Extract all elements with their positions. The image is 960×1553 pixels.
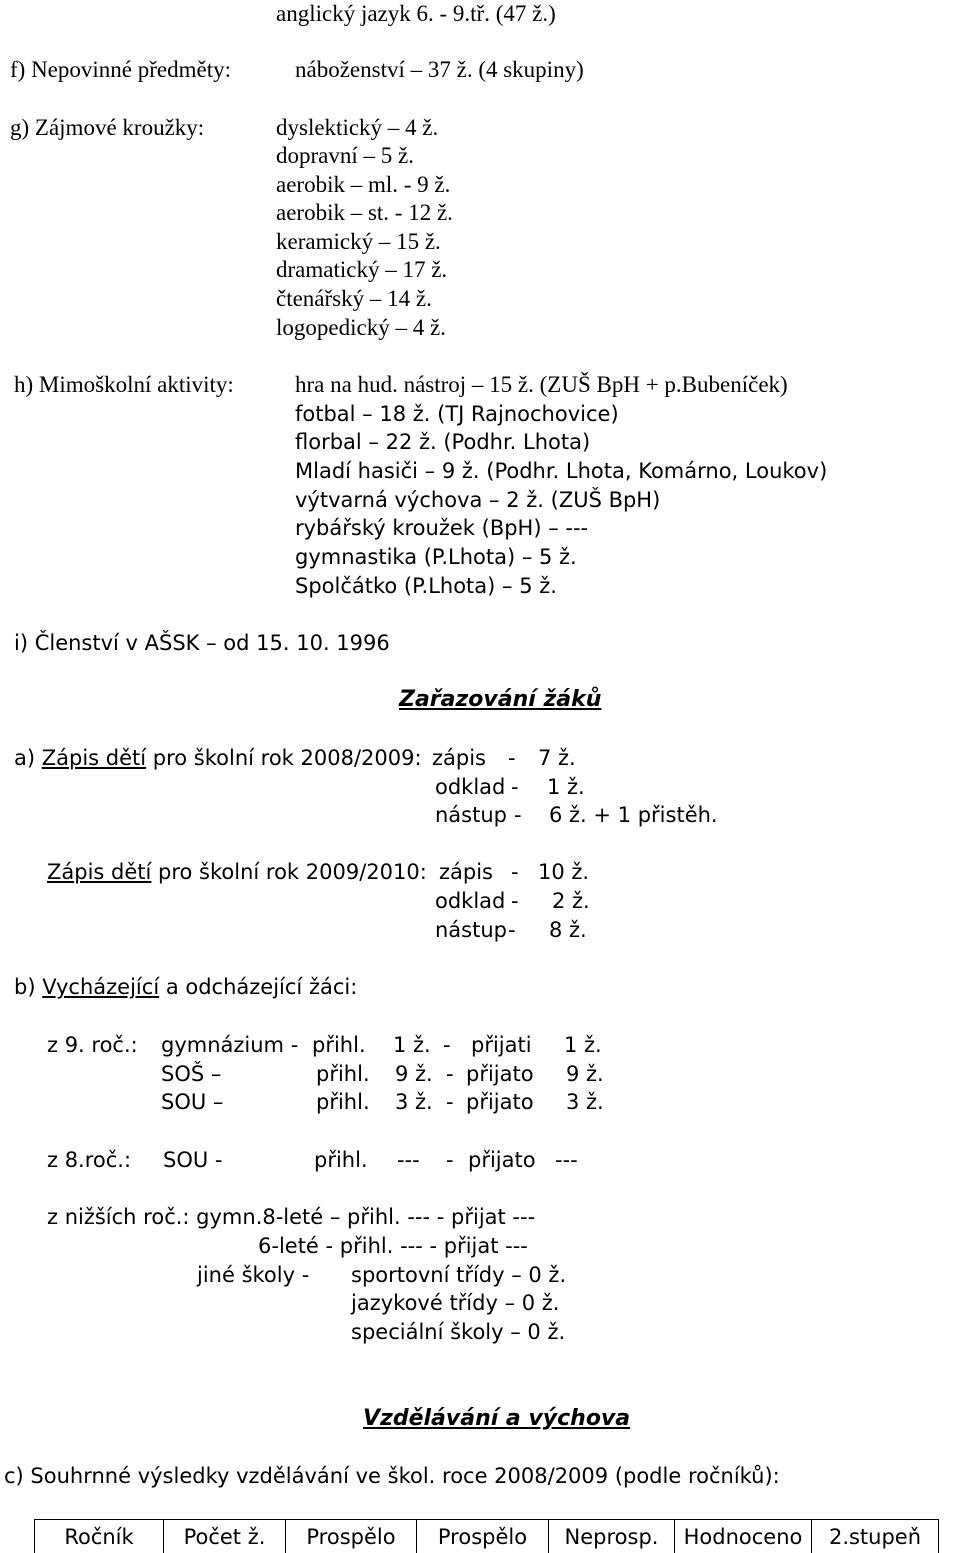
enrollment-value: 10 ž.: [538, 858, 589, 886]
leaving-rest: a odcházející žáci:: [159, 975, 357, 999]
accepted-label: přijato: [466, 1088, 534, 1116]
lower-line: jazykové třídy – 0 ž.: [351, 1289, 559, 1317]
dash: -: [443, 1031, 451, 1059]
column-header: Prospělo: [417, 1520, 549, 1553]
list-item: logopedický – 4 ž.: [276, 314, 446, 342]
enrollment-sep: -: [511, 887, 519, 915]
applied-count: 9 ž.: [395, 1060, 433, 1088]
school-type: SOU -: [163, 1146, 222, 1174]
enrollment-value: 7 ž.: [538, 744, 576, 772]
school-type: gymnázium -: [161, 1031, 298, 1059]
school-type: SOU –: [161, 1088, 223, 1116]
lower-line: speciální školy – 0 ž.: [351, 1318, 565, 1346]
membership-line: i) Členství v AŠSK – od 15. 10. 1996: [14, 629, 390, 657]
applied-label: přihl.: [314, 1146, 368, 1174]
applied-count: 3 ž.: [395, 1088, 433, 1116]
list-item: výtvarná výchova – 2 ž. (ZUŠ BpH): [295, 486, 660, 514]
dash: -: [446, 1146, 454, 1174]
column-header: Ročník: [35, 1520, 164, 1553]
enrollment-label: odklad: [435, 773, 505, 801]
school-type: SOŠ –: [161, 1060, 221, 1088]
enrollment-sep: -: [514, 801, 522, 829]
grade8-label: z 8.roč.:: [47, 1146, 131, 1174]
results-table: [34, 1519, 939, 1553]
list-item: rybářský kroužek (BpH) – ---: [295, 514, 588, 542]
column-header: 2.stupeň: [812, 1520, 939, 1553]
enrollment-label: zápis: [439, 858, 493, 886]
table-header-row: [35, 1520, 939, 1553]
list-item: Mladí hasiči – 9 ž. (Podhr. Lhota, Komárno, Loukov): [295, 457, 827, 485]
enrollment-sep: -: [508, 916, 516, 944]
list-item: gymnastika (P.Lhota) – 5 ž.: [295, 543, 577, 571]
accepted-count: 1 ž.: [564, 1031, 602, 1059]
extra-activities-label: h) Mimoškolní aktivity:: [14, 371, 234, 399]
summary-line: c) Souhrnné výsledky vzdělávání ve škol. roce 2008/2009 (podle ročníků):: [4, 1462, 780, 1490]
accepted-label: přijati: [471, 1031, 532, 1059]
english-line: anglický jazyk 6. - 9.tř. (47 ž.): [276, 0, 556, 28]
leaving-heading: [14, 973, 357, 1001]
column-header: Počet ž.: [164, 1520, 286, 1553]
applied-count: ---: [397, 1146, 420, 1174]
enrollment-b-link: Zápis dětí: [47, 860, 151, 884]
enrollment-label: nástup: [435, 801, 507, 829]
enrollment-b-rest: pro školní rok 2009/2010:: [151, 860, 426, 884]
accepted-label: přijato: [468, 1146, 536, 1174]
list-item: fotbal – 18 ž. (TJ Rajnochovice): [295, 400, 619, 428]
accepted-count: ---: [555, 1146, 578, 1174]
dash: -: [446, 1088, 454, 1116]
enrollment-sep: -: [511, 858, 519, 886]
enrollment-value: 8 ž.: [549, 916, 587, 944]
enrollment-a-rest: pro školní rok 2008/2009:: [146, 746, 421, 770]
list-item: Spolčátko (P.Lhota) – 5 ž.: [295, 572, 557, 600]
enrollment-a-link: Zápis dětí: [42, 746, 146, 770]
column-header: Hodnoceno: [675, 1520, 812, 1553]
leaving-link: Vycházející: [42, 975, 159, 999]
list-item: dyslektický – 4 ž.: [276, 114, 438, 142]
accepted-count: 3 ž.: [566, 1088, 604, 1116]
enrollment-label: zápis: [432, 744, 486, 772]
list-item: dopravní – 5 ž.: [276, 142, 414, 170]
enrollment-b-line: [47, 858, 427, 886]
accepted-count: 9 ž.: [566, 1060, 604, 1088]
list-item: aerobik – st. - 12 ž.: [276, 199, 453, 227]
placement-heading: Zařazování žáků: [399, 686, 601, 714]
enrollment-value: 6 ž. + 1 přistěh.: [549, 801, 718, 829]
leaving-prefix: b): [14, 975, 42, 999]
clubs-label: g) Zájmové kroužky:: [10, 114, 204, 142]
applied-count: 1 ž.: [393, 1031, 431, 1059]
enrollment-sep: -: [508, 744, 516, 772]
accepted-label: přijato: [466, 1060, 534, 1088]
dash: -: [446, 1060, 454, 1088]
enrollment-a-line: [14, 744, 422, 772]
lower-line: z nižších roč.: gymn.8-leté – přihl. --- - přijat ---: [47, 1203, 535, 1231]
list-item: čtenářský – 14 ž.: [276, 285, 432, 313]
column-header: Prospělo: [286, 1520, 417, 1553]
enrollment-value: 2 ž.: [552, 887, 590, 915]
list-item: florbal – 22 ž. (Podhr. Lhota): [295, 428, 590, 456]
list-item: aerobik – ml. - 9 ž.: [276, 171, 450, 199]
list-item: hra na hud. nástroj – 15 ž. (ZUŠ BpH + p.Bubeníček): [295, 371, 788, 399]
enrollment-label: odklad: [435, 887, 505, 915]
education-heading: Vzdělávání a výchova: [363, 1405, 630, 1433]
optional-subjects-value: náboženství – 37 ž. (4 skupiny): [295, 56, 584, 84]
enrollment-a-prefix: a): [14, 746, 42, 770]
grade9-label: z 9. roč.:: [47, 1031, 138, 1059]
other-schools-value: sportovní třídy – 0 ž.: [351, 1261, 566, 1289]
optional-subjects-label: f) Nepovinné předměty:: [10, 56, 231, 84]
applied-label: přihl.: [316, 1088, 370, 1116]
enrollment-sep: -: [511, 773, 519, 801]
applied-label: přihl.: [312, 1031, 366, 1059]
enrollment-value: 1 ž.: [547, 773, 585, 801]
column-header: Neprosp.: [549, 1520, 675, 1553]
applied-label: přihl.: [316, 1060, 370, 1088]
other-schools-label: jiné školy -: [197, 1261, 309, 1289]
list-item: keramický – 15 ž.: [276, 228, 441, 256]
enrollment-label: nástup: [435, 916, 507, 944]
lower-line: 6-leté - přihl. --- - přijat ---: [258, 1232, 528, 1260]
list-item: dramatický – 17 ž.: [276, 256, 447, 284]
